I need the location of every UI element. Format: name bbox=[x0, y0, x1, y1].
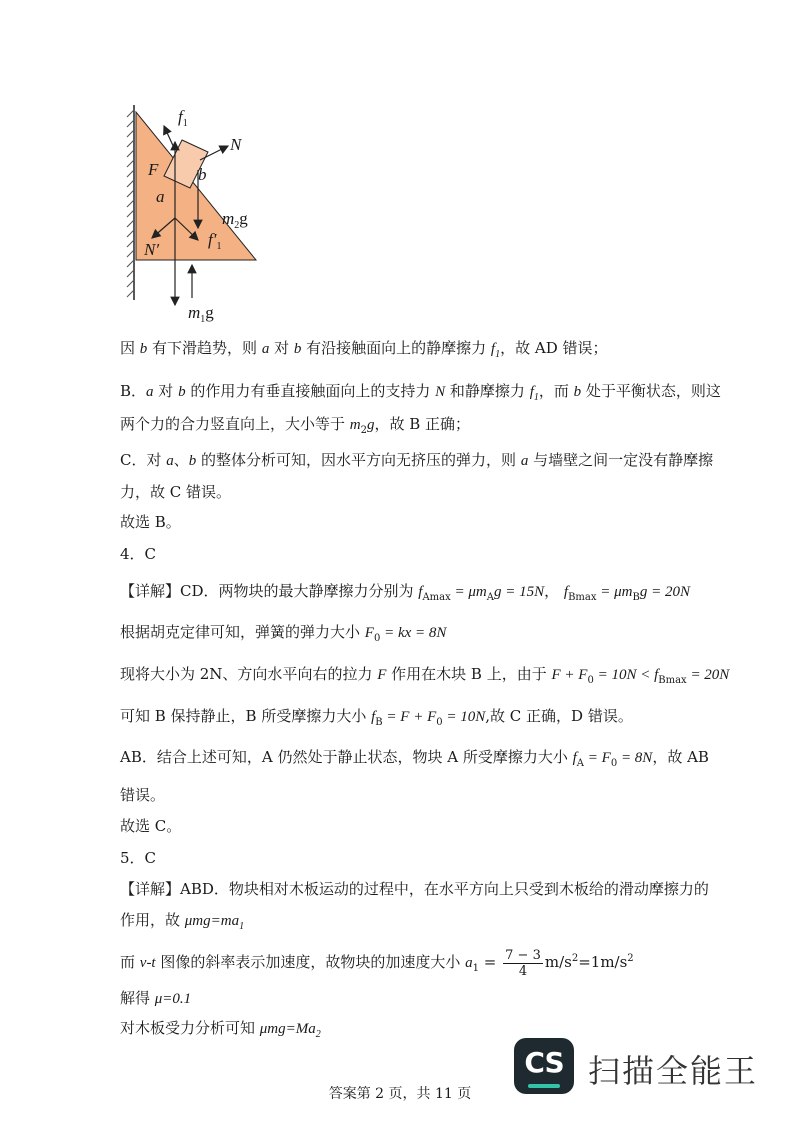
para-mu-result: 解得 μ=0.1 bbox=[120, 989, 192, 1007]
para-option-c-line1: C．对 a、b 的整体分析可知，因水平方向无挤压的弹力，则 a 与墙壁之间一定没有静摩擦 bbox=[120, 451, 714, 469]
question-4-header: 4．C bbox=[120, 545, 157, 563]
para-option-ab-line2: 错误。 bbox=[120, 786, 166, 804]
label-a: a bbox=[156, 187, 165, 206]
label-b: b bbox=[198, 165, 207, 184]
question-5-header: 5．C bbox=[120, 849, 157, 867]
para-q4-detail-cd: 【详解】CD．两物块的最大静摩擦力分别为 $f_{Amax} = \mu m_Ag = 15N$， $f_{Bmax} = \mu m_Bg = 20N$ bbox=[120, 582, 690, 603]
para-answer-c: 故选 C。 bbox=[120, 817, 182, 835]
force-diagram bbox=[120, 100, 280, 325]
label-f1: $f_1$ bbox=[178, 107, 188, 129]
f1-arrow bbox=[164, 126, 175, 150]
label-n: N bbox=[230, 135, 242, 154]
para-hooke-law: 根据胡克定律可知，弹簧的弹力大小 $F_0$ = kx = 8N bbox=[120, 623, 447, 644]
page-footer: 答案第 2 页，共 11 页 bbox=[328, 1086, 472, 1102]
para-option-b-line2: 两个力的合力竖直向上，大小等于 $m_2g$，故 B 正确； bbox=[120, 415, 471, 436]
label-m2g: $m_2g$ bbox=[222, 209, 248, 231]
para-answer-b: 故选 B。 bbox=[120, 513, 181, 531]
para-option-b-line1: B．a 对 b 的作用力有垂直接触面向上的支持力 N 和静摩擦力 $f_1$，而 b 处于平衡状态，则这 bbox=[120, 382, 721, 403]
label-f: F bbox=[148, 160, 159, 179]
wall-hatching bbox=[127, 110, 134, 297]
label-m1g: $m_1g$ bbox=[188, 303, 214, 325]
camscanner-logo: CS bbox=[514, 1038, 574, 1094]
para-b-static: 可知 B 保持静止，B 所受摩擦力大小 $f_B = F + F_0 = 10N$,故 C 正确，D 错误。 bbox=[120, 707, 633, 728]
para-b-slide-tendency: 因 b 有下滑趋势，则 a 对 b 有沿接触面向上的静摩擦力 $f_1$，故 AD 错误； bbox=[120, 339, 608, 360]
acceleration-fraction: $\frac{7 - 3}{4}$ bbox=[505, 947, 541, 979]
para-board-analysis: 对木板受力分析可知 $\mu mg=Ma_2$ bbox=[120, 1019, 321, 1040]
para-option-ab-line1: AB．结合上述可知，A 仍然处于静止状态，物块 A 所受摩擦力大小 $f_A = F_0 = 8N$，故 AB bbox=[120, 748, 709, 769]
label-nprime: N′ bbox=[144, 240, 160, 259]
para-q5-detail-line2: 作用，故 $\mu mg=ma_1$ bbox=[120, 911, 245, 932]
para-option-c-line2: 力，故 C 错误。 bbox=[120, 483, 232, 501]
para-q5-detail-line1: 【详解】ABD．物块相对木板运动的过程中，在水平方向上只受到木板给的滑动摩擦力的 bbox=[120, 880, 709, 898]
label-f1prime: $f'_1$ bbox=[208, 230, 222, 252]
para-acceleration: 而 v-t 图像的斜率表示加速度，故物块的加速度大小 $a_1$ = $\frac{7 - 3}{4}$ $m/s^2=1m/s^2$ bbox=[120, 947, 634, 979]
watermark-text: 扫描全能王 bbox=[588, 1052, 759, 1090]
para-apply-force: 现将大小为 2N、方向水平向右的拉力 F 作用在木块 B 上，由于 $F + F_0 = 10N < f_{Bmax} = 20N$ bbox=[120, 665, 730, 686]
